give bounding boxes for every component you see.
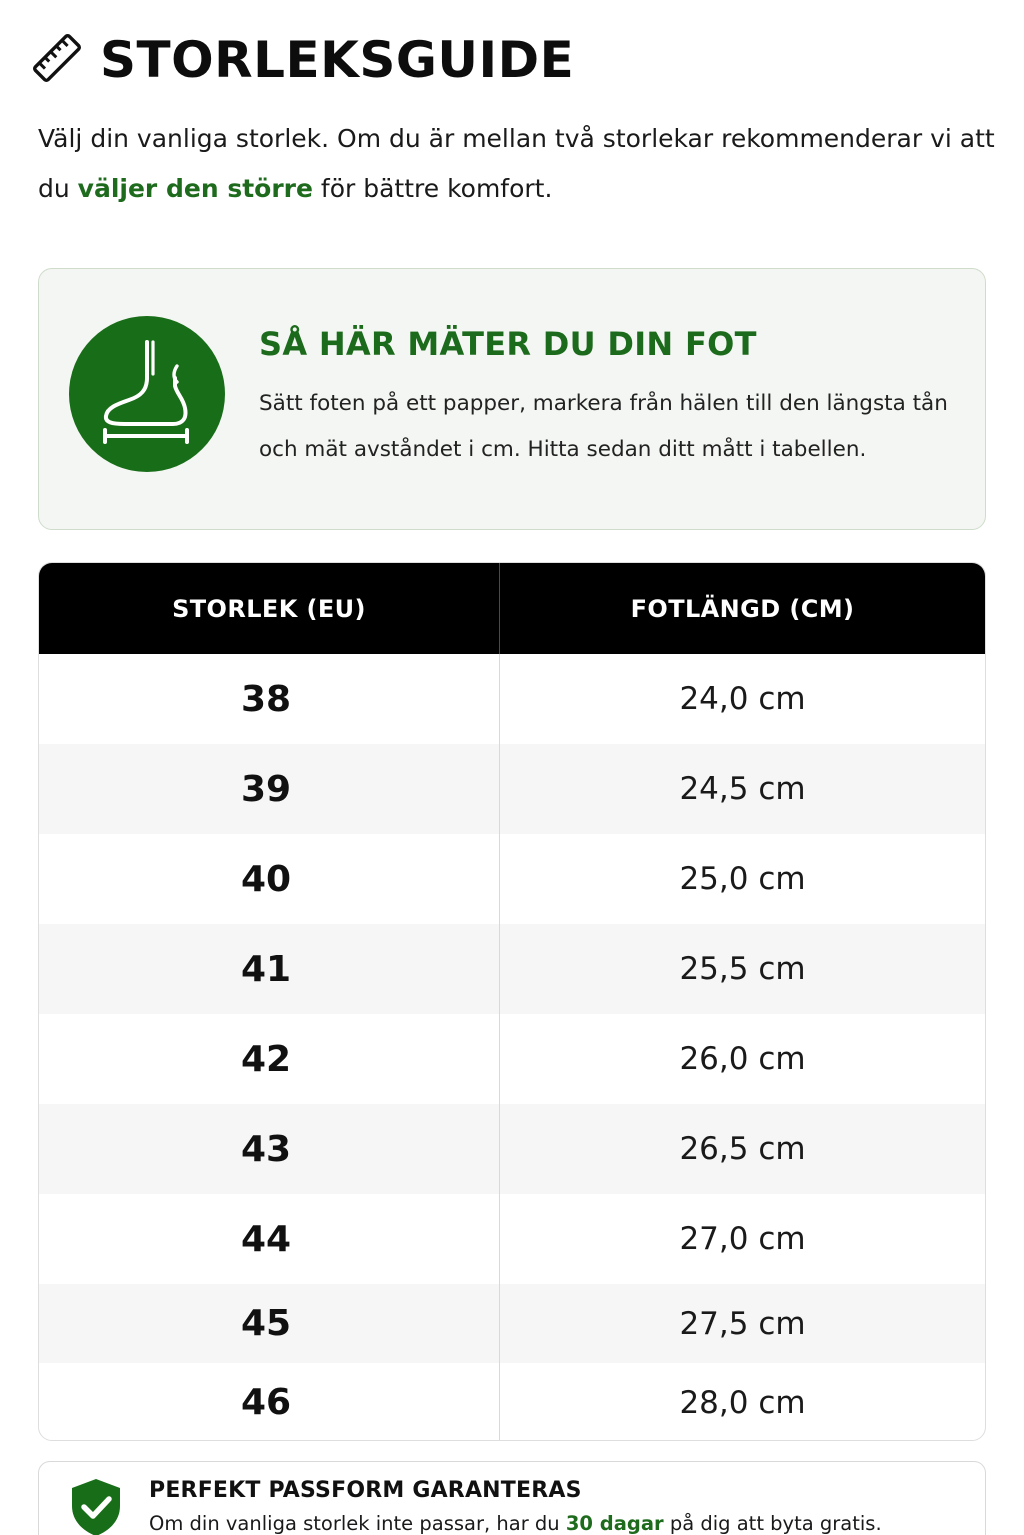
table-row — [39, 654, 985, 744]
intro-text-part1: Välj din vanliga storlek. Om du är mellan två storlekar rekommenderar vi att du — [38, 124, 995, 203]
intro-text — [38, 114, 998, 214]
table-row — [39, 1363, 985, 1441]
intro-highlight: väljer den större — [77, 174, 313, 203]
table-body — [39, 654, 985, 1441]
table-row — [39, 1194, 985, 1284]
page-header — [38, 28, 986, 92]
measure-heading: SÅ HÄR MÄTER DU DIN FOT — [259, 325, 757, 363]
size-cell: 45 — [39, 1284, 500, 1363]
length-cell: 28,0 cm — [679, 1384, 806, 1421]
table-row — [39, 834, 985, 924]
table-row — [39, 1014, 985, 1104]
length-cell: 27,5 cm — [679, 1305, 806, 1342]
foot-measure-icon — [69, 316, 225, 472]
size-cell: 46 — [39, 1363, 500, 1441]
size-cell: 44 — [39, 1194, 500, 1284]
length-cell: 26,0 cm — [679, 1041, 806, 1077]
length-cell: 26,5 cm — [679, 1131, 806, 1167]
guarantee-title: PERFEKT PASSFORM GARANTERAS — [149, 1478, 582, 1503]
guarantee-highlight: 30 dagar — [565, 1512, 664, 1535]
table-row — [39, 1284, 985, 1363]
size-guide-page — [0, 28, 1024, 1535]
table-row — [39, 744, 985, 834]
table-row — [39, 1104, 985, 1194]
intro-text-part2: för bättre komfort. — [312, 174, 553, 203]
guarantee-banner — [38, 1461, 986, 1535]
table-header-row — [39, 563, 985, 654]
guarantee-text-part2: på dig att byta gratis. — [663, 1512, 882, 1535]
measure-text: Sätt foten på ett papper, markera från hälen till den längsta tån och mät avståndet i cm. Hitta sedan ditt mått i tabellen. — [259, 391, 948, 462]
size-cell: 39 — [39, 744, 500, 834]
measure-instructions-card — [38, 268, 986, 530]
size-table — [38, 562, 986, 1441]
table-row — [39, 924, 985, 1014]
length-cell: 24,5 cm — [679, 771, 806, 807]
header-size-eu: STORLEK (EU) — [39, 563, 500, 654]
size-cell: 38 — [39, 654, 500, 744]
length-cell: 25,0 cm — [679, 861, 806, 897]
ruler-icon — [38, 31, 100, 89]
length-cell: 25,5 cm — [679, 951, 806, 987]
page-title: STORLEKSGUIDE — [100, 31, 575, 89]
size-cell: 42 — [39, 1014, 500, 1104]
guarantee-text-part1: Om din vanliga storlek inte passar, har du — [149, 1512, 566, 1535]
guarantee-text — [149, 1512, 882, 1535]
size-cell: 40 — [39, 834, 500, 924]
header-foot-length: FOTLÄNGD (CM) — [630, 594, 855, 623]
length-cell: 27,0 cm — [679, 1221, 806, 1257]
size-cell: 43 — [39, 1104, 500, 1194]
size-cell: 41 — [39, 924, 500, 1014]
length-cell: 24,0 cm — [679, 681, 806, 717]
